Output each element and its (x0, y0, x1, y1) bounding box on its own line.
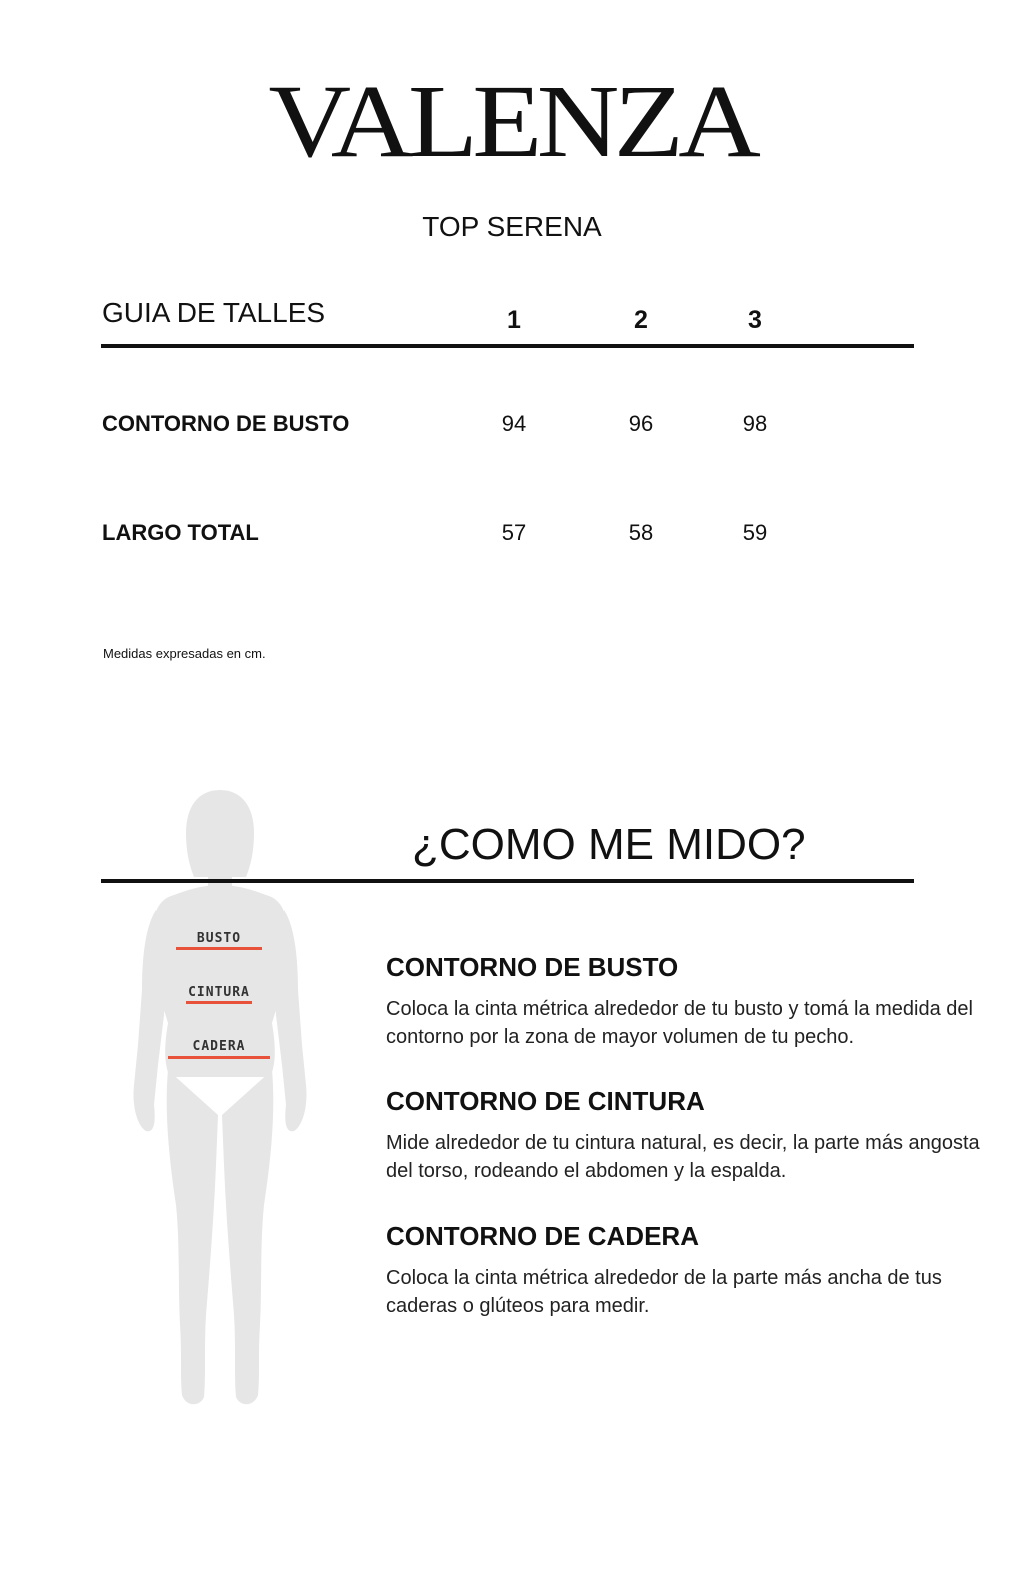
waist-measure-line (186, 1001, 252, 1004)
table-cell: 96 (628, 411, 654, 436)
table-cell: 94 (501, 411, 527, 436)
figure-label-waist: CINTURA (188, 985, 250, 1000)
size-header-1: 1 (507, 306, 521, 334)
section-title-hip: CONTORNO DE CADERA (386, 1221, 699, 1251)
row-label-length: LARGO TOTAL (102, 520, 259, 545)
section-divider (101, 879, 914, 883)
table-cell: 58 (628, 520, 654, 545)
product-title: TOP SERENA (422, 211, 602, 242)
how-to-measure-title: ¿COMO ME MIDO? (412, 820, 806, 869)
bust-measure-line (176, 947, 262, 950)
size-header-2: 2 (634, 306, 648, 334)
section-text-hip: Coloca la cinta métrica alrededor de la parte más ancha de tus caderas o glúteos para medir. (386, 1267, 942, 1317)
section-title-waist: CONTORNO DE CINTURA (386, 1086, 705, 1116)
table-cell: 98 (742, 411, 768, 436)
section-title-bust: CONTORNO DE BUSTO (386, 952, 679, 982)
table-cell: 57 (501, 520, 527, 545)
row-label-bust: CONTORNO DE BUSTO (102, 411, 350, 436)
table-cell: 59 (742, 520, 768, 545)
figure-label-bust: BUSTO (196, 931, 242, 946)
table-header-divider (101, 344, 914, 348)
units-note: Medidas expresadas en cm. (103, 646, 266, 661)
figure-label-hip: CADERA (192, 1039, 246, 1054)
size-guide-title: GUIA DE TALLES (102, 297, 326, 328)
hip-measure-line (168, 1056, 270, 1059)
brand-logo: VALENZA (268, 64, 756, 179)
section-text-waist: Mide alrededor de tu cintura natural, es decir, la parte más angosta del torso, rodeando el abdomen y la espalda. (386, 1132, 980, 1182)
section-text-bust: Coloca la cinta métrica alrededor de tu busto y tomá la medida del contorno por la zona de mayor volumen de tu pecho. (386, 998, 973, 1048)
size-header-3: 3 (748, 306, 762, 334)
